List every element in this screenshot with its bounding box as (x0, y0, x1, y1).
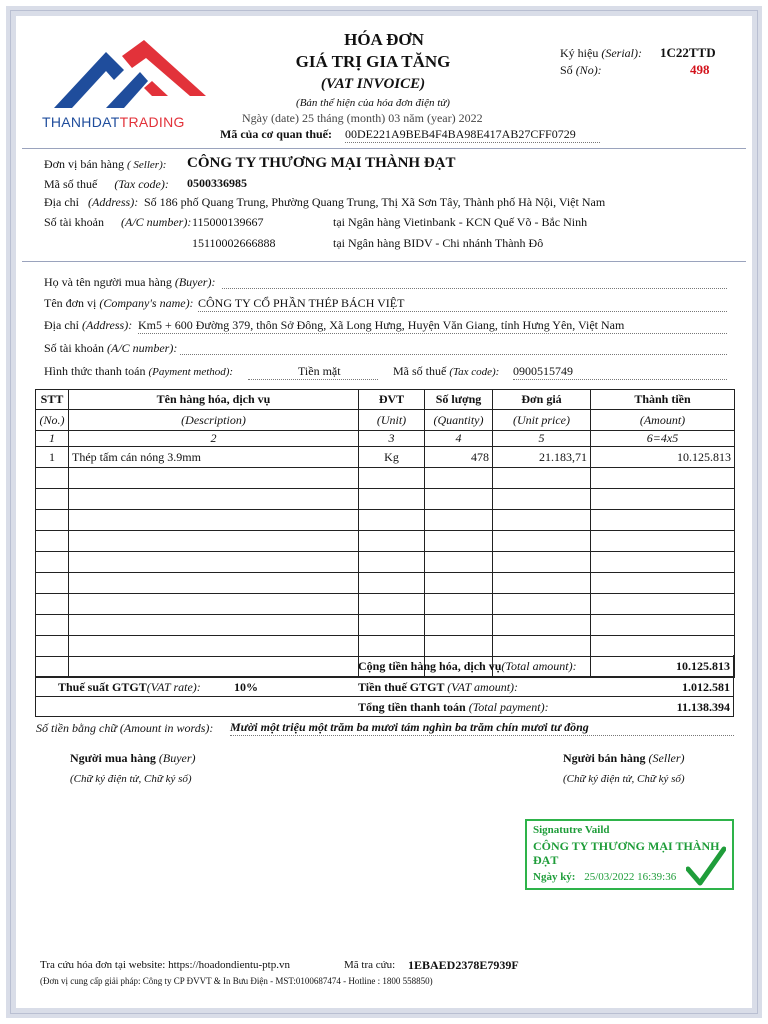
totals-divider (35, 676, 734, 677)
seller-tax-label: Mã số thuế (Tax code): (44, 177, 169, 191)
subtotal-label: Cộng tiền hàng hóa, dịch vụ(Total amount): (358, 659, 577, 673)
vat-amount: 1.012.581 (682, 680, 730, 694)
logo-brand-a: THANHDAT (42, 114, 120, 130)
item-quantity: 478 (425, 447, 493, 468)
amount-in-words: Mười một triệu một trăm ba mươi tám nghìn ba trăm chín mươi tư đồng (230, 720, 734, 736)
lookup-code: 1EBAED2378E7939F (408, 958, 519, 972)
serial-value: 1C22TTD (660, 45, 716, 60)
buyer-address: Km5 + 600 Đường 379, thôn Sở Đông, Xã Long Hưng, Huyện Văn Giang, tỉnh Hưng Yên, Việt Nam (138, 318, 727, 334)
seller-signature-note: (Chữ ký điện tử, Chữ ký số) (563, 773, 685, 785)
title-english: (VAT INVOICE) (320, 76, 426, 92)
seller-signature-label: Người bán hàng (Seller) (563, 751, 685, 765)
signature-company: CÔNG TY THƯƠNG MẠI THÀNH ĐẠT (533, 839, 720, 867)
total-value: 11.138.394 (676, 700, 730, 714)
title-line2: GIÁ TRỊ GIA TĂNG (295, 52, 451, 71)
signature-date: Ngày ký: 25/03/2022 16:39:36 (533, 871, 677, 883)
vat-amount-label: Tiền thuế GTGT (VAT amount): (358, 680, 519, 694)
table-row (36, 447, 735, 468)
signature-valid-title: Signatutre Vaild (533, 824, 610, 836)
item-unit-price: 21.183,71 (493, 447, 591, 468)
provider-info: (Đơn vị cung cấp giải pháp: Công ty CP ĐVVT & In Bưu Điện - MST:0100687474 - Hotline : 1800 558850) (40, 976, 433, 986)
lookup-website: Tra cứu hóa đơn tại website: https://hoadondientu-ptp.vn (40, 959, 290, 971)
buyer-signature-label: Người mua hàng (Buyer) (70, 751, 196, 765)
header-quantity: Số lượng (425, 390, 493, 410)
lookup-code-label: Mã tra cứu: (344, 959, 396, 971)
buyer-address-label: Địa chỉ (Address): (44, 318, 133, 332)
buyer-label: Họ và tên người mua hàng (Buyer): (44, 275, 216, 289)
payment-method-label: Hình thức thanh toán (Payment method): (44, 364, 234, 378)
table-row-empty (36, 552, 735, 573)
buyer-tax-label: Mã số thuế (Tax code): (393, 364, 500, 378)
totals-divider (35, 696, 734, 697)
words-label: Số tiền bằng chữ (Amount in words): (36, 721, 214, 735)
item-amount: 10.125.813 (591, 447, 735, 468)
header-description: Tên hàng hóa, dịch vụ (69, 390, 359, 410)
table-row-empty (36, 573, 735, 594)
item-no: 1 (36, 447, 69, 468)
item-description: Thép tấm cán nóng 3.9mm (69, 447, 359, 468)
table-row-empty (36, 636, 735, 657)
table-row-empty (36, 594, 735, 615)
buyer-company-label: Tên đơn vị (Company's name): (44, 296, 194, 310)
header-no: STT (36, 390, 69, 410)
seller-label: Đơn vị bán hàng ( Seller): (44, 157, 167, 171)
payment-method: Tiền mặt (248, 364, 378, 380)
buyer-signature-note: (Chữ ký điện tử, Chữ ký số) (70, 773, 192, 785)
logo-brand-b: TRADING (119, 114, 185, 130)
checkmark-icon (686, 845, 726, 887)
seller-name: CÔNG TY THƯƠNG MẠI THÀNH ĐẠT (187, 155, 456, 171)
table-row-empty (36, 615, 735, 636)
header-unit: ĐVT (359, 390, 425, 410)
header-amount: Thành tiền (591, 390, 735, 410)
items-table (35, 389, 735, 678)
table-row-empty (36, 510, 735, 531)
seller-account-1: 115000139667 (192, 215, 264, 229)
invoice-number: 498 (690, 62, 710, 77)
buyer-name-line (222, 288, 727, 289)
seller-address-label: Địa chỉ (Address): (44, 195, 139, 209)
authority-code-label: Mã của cơ quan thuế: (220, 127, 332, 141)
buyer-tax-code: 0900515749 (513, 364, 727, 380)
vat-rate: 10% (234, 680, 258, 694)
title-line1: HÓA ĐƠN (344, 30, 424, 49)
signature-valid-box (525, 819, 734, 890)
divider (22, 148, 746, 149)
divider (22, 261, 746, 262)
buyer-account-line (180, 354, 727, 355)
table-header-row (36, 390, 735, 410)
buyer-account-label: Số tài khoản (A/C number): (44, 341, 178, 355)
table-row-empty (36, 489, 735, 510)
seller-address: Số 186 phố Quang Trung, Phường Quang Trung, Thị Xã Sơn Tây, Thành phố Hà Nội, Việt Nam (144, 195, 606, 209)
subtotal-value: 10.125.813 (676, 659, 730, 673)
invoice-date: Ngày (date) 25 tháng (month) 03 năm (year) 2022 (242, 111, 483, 125)
table-index-row: 1 2 3 4 5 6=4x5 (36, 431, 735, 447)
buyer-company: CÔNG TY CỔ PHẦN THÉP BÁCH VIỆT (198, 296, 727, 312)
authority-code: 00DE221A9BEB4F4BA98E417AB27CFF0729 (345, 127, 600, 143)
table-row-empty (36, 531, 735, 552)
vat-rate-label: Thuế suất GTGT(VAT rate): (58, 680, 201, 694)
table-row-empty (36, 468, 735, 489)
item-unit: Kg (359, 447, 425, 468)
subtitle: (Bản thể hiện của hóa đơn điện tử) (296, 97, 450, 109)
seller-bank-2: tại Ngân hàng BIDV - Chi nhánh Thành Đô (333, 236, 544, 250)
number-label: Số (No): (560, 63, 602, 77)
header-unit-price: Đơn giá (493, 390, 591, 410)
seller-tax-code: 0500336985 (187, 176, 247, 190)
seller-account-label: Số tài khoản (A/C number): (44, 215, 192, 229)
total-label: Tổng tiền thanh toán (Total payment): (358, 700, 549, 714)
seller-bank-1: tại Ngân hàng Vietinbank - KCN Quế Võ - Bắc Ninh (333, 215, 588, 229)
serial-label: Ký hiệu (Serial): (560, 46, 642, 60)
seller-account-2: 15110002666888 (192, 236, 276, 250)
table-header-en-row: (No.) (Description) (Unit) (Quantity) (Unit price) (Amount) (36, 410, 735, 431)
logo-text (42, 114, 185, 130)
